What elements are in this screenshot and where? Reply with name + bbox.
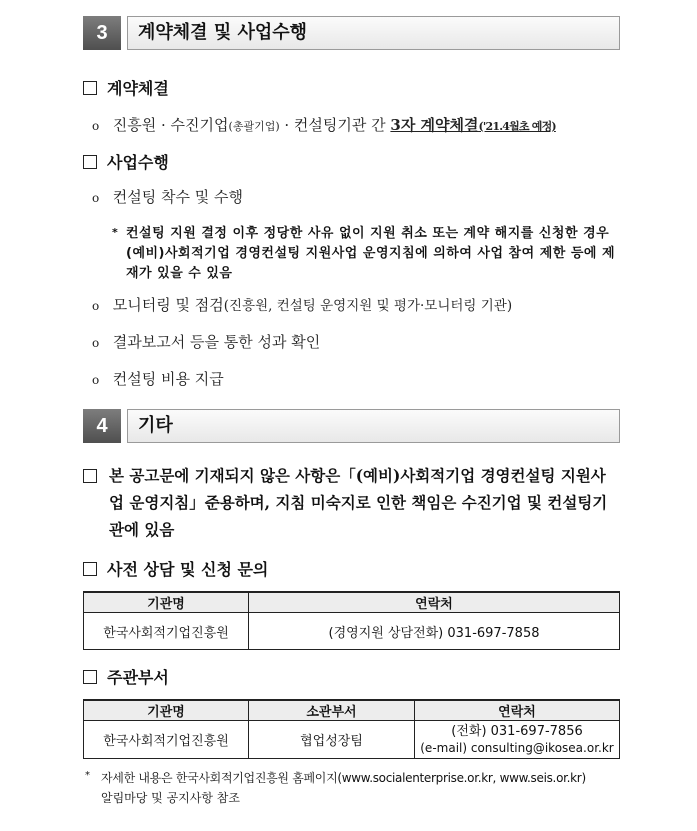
execution-item	[92, 331, 320, 352]
checkbox-square-icon	[83, 670, 97, 684]
table-header: 기관명	[84, 700, 249, 721]
contact-email: (e-mail) consulting@ikosea.or.kr	[420, 740, 614, 755]
footnote-line: 알림마당 및 공지사항 참조	[101, 791, 240, 805]
section-title: 계약체결 및 사업수행	[127, 16, 620, 50]
table-header: 연락처	[249, 592, 620, 613]
section-title: 기타	[127, 409, 620, 443]
execution-heading	[83, 150, 169, 173]
table-header: 연락처	[415, 700, 620, 721]
consult-heading-label: 사전 상담 및 신청 문의	[107, 560, 269, 579]
notice-text: 본 공고문에 기재되지 않은 사항은「(예비)사회적기업 경영컨설팅 지원사업 운영지침」준용하며, 지침 미숙지로 인한 책임은 수진기업 및 컨설팅기관에 있음	[109, 466, 608, 539]
table-cell: 한국사회적기업진흥원	[84, 613, 249, 650]
section-3-header	[83, 16, 620, 50]
execution-heading-label: 사업수행	[107, 153, 169, 172]
contact-phone: (전화) 031-697-7856	[451, 723, 583, 739]
footnote-line: 자세한 내용은 한국사회적기업진흥원 홈페이지(www.socialenterprise.or.kr, www.seis.or.kr)	[101, 771, 586, 785]
checkbox-square-icon	[83, 81, 97, 95]
execution-item	[92, 294, 512, 315]
execution-item-label: 컨설팅 비용 지급	[112, 370, 224, 388]
execution-item-label: 컨설팅 착수 및 수행	[112, 188, 244, 206]
contract-parties: 진흥원 · 수진기업	[112, 116, 229, 134]
note-text: 컨설팅 지원 결정 이후 정당한 사유 없이 지원 취소 또는 계약 해지를 신청한 경우 (예비)사회적기업 경영컨설팅 지원사업 운영지침에 의하여 사업 참여 제한 등에 제재가 있을 수 있음	[126, 226, 616, 281]
consult-heading	[83, 557, 268, 580]
contract-parties-mid: · 컨설팅기관 간	[279, 116, 391, 134]
contract-parties-note: (총괄기업)	[228, 120, 280, 133]
checkbox-square-icon	[83, 469, 97, 483]
contract-emphasis	[390, 116, 555, 134]
table-cell: (경영지원 상담전화) 031-697-7858	[249, 613, 620, 650]
section-number: 3	[83, 16, 121, 50]
execution-item	[92, 368, 224, 389]
footnote-asterisk: *	[85, 770, 90, 781]
contract-heading	[83, 76, 169, 99]
circle-bullet-icon: o	[92, 299, 100, 313]
note-asterisk: *	[112, 226, 119, 239]
contract-heading-label: 계약체결	[107, 79, 169, 98]
table-cell: 협업성장팀	[249, 721, 415, 759]
table-cell-contact	[415, 721, 620, 759]
monitoring-label: 모니터링 및 점검	[112, 296, 224, 314]
circle-bullet-icon: o	[92, 119, 100, 133]
table-header: 소관부서	[249, 700, 415, 721]
section-4-header	[83, 409, 620, 443]
checkbox-square-icon	[83, 155, 97, 169]
footnote	[85, 768, 625, 808]
circle-bullet-icon: o	[92, 373, 100, 387]
dept-table	[83, 699, 620, 759]
table-header-row	[84, 700, 620, 721]
execution-item-label: 결과보고서 등을 통한 성과 확인	[112, 333, 321, 351]
table-row	[84, 613, 620, 650]
monitoring-detail: (진흥원, 컨설팅 운영지원 및 평가·모니터링 기관)	[223, 298, 513, 314]
table-header: 기관명	[84, 592, 249, 613]
cancellation-note	[112, 224, 618, 284]
notice-paragraph	[83, 462, 619, 543]
table-row	[84, 721, 620, 759]
section-number: 4	[83, 409, 121, 443]
table-header-row	[84, 592, 620, 613]
table-cell: 한국사회적기업진흥원	[84, 721, 249, 759]
checkbox-square-icon	[83, 562, 97, 576]
circle-bullet-icon: o	[92, 191, 100, 205]
consult-table	[83, 591, 620, 650]
dept-heading	[83, 665, 169, 688]
execution-item	[92, 186, 243, 207]
dept-heading-label: 주관부서	[107, 668, 169, 687]
circle-bullet-icon: o	[92, 336, 100, 350]
contract-date: ('21.4월초 예정)	[478, 120, 556, 133]
contract-bold: 3자 계약체결	[390, 116, 479, 134]
contract-item	[92, 114, 556, 135]
